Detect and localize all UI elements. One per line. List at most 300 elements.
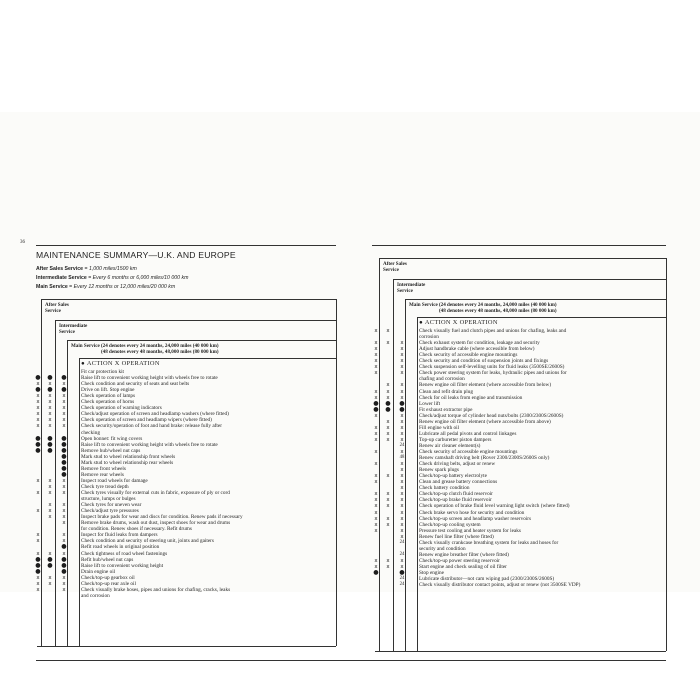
operation-x-icon: x [48, 423, 52, 430]
operation-x-icon: x [400, 503, 404, 510]
action-dot-icon: ● [61, 555, 67, 563]
operation-x-icon: x [62, 532, 66, 539]
task-text: Check operation of lamps [81, 393, 136, 400]
operation-x-icon: x [386, 340, 390, 347]
operation-x-icon: x [400, 515, 404, 522]
operation-x-icon: x [386, 436, 390, 443]
operation-x-icon: x [48, 405, 52, 412]
interval-number: 24 [399, 582, 405, 588]
action-dot-icon: ● [47, 561, 53, 569]
action-dot-icon: ● [61, 561, 67, 569]
task-text: Clean and refit drain plug [419, 388, 473, 395]
action-dot-icon: ● [35, 374, 41, 382]
task-text: Inspect brake pads for wear and discs for condition. Renew pads if necessary [81, 514, 243, 521]
operation-x-icon: x [48, 393, 52, 400]
header-line-text: Service [59, 329, 75, 335]
task-text: Check visually crankcase breathing system for leaks and hoses for [419, 539, 559, 546]
operation-x-icon: x [374, 527, 378, 534]
task-text: Start engine and check sealing of oil filter [419, 563, 507, 570]
action-dot-icon: ● [35, 446, 41, 454]
task-text: Check driving belts, adjust or renew [419, 461, 496, 468]
operation-x-icon: x [386, 382, 390, 389]
operation-x-icon: x [400, 467, 404, 474]
task-text: Lubricate distributor—not cam wiping pad (2300/2300S/2600S) [419, 576, 555, 583]
operation-x-icon: x [374, 461, 378, 468]
action-dot-icon: ● [61, 386, 67, 394]
task-text: Open bonnet: fit wing covers [81, 435, 143, 442]
action-dot-icon: ● [35, 567, 41, 575]
operation-x-icon: x [386, 424, 390, 431]
operation-x-icon: x [48, 490, 52, 496]
task-text: Renew camshaft driving belt (Rover 2300/2300S/2600S only) [419, 455, 550, 462]
task-text: Renew fuel line filter (where fitted) [419, 533, 494, 540]
header-line [379, 258, 666, 259]
operation-x-icon: x [400, 358, 404, 365]
operation-x-icon: x [400, 370, 404, 377]
header-intermediate [59, 323, 87, 335]
header-intermediate [397, 282, 425, 294]
task-text: Check/top-up clutch fluid reservoir [419, 491, 493, 498]
task-text: Renew air cleaner element(s) [419, 442, 481, 449]
operation-x-icon: x [36, 411, 40, 418]
header-line-text: Service [45, 308, 61, 314]
table-bottom-line [37, 646, 336, 647]
header-line [405, 299, 666, 300]
header-line [393, 279, 666, 280]
header-line [79, 358, 336, 359]
operation-x-icon: x [386, 328, 390, 334]
operation-x-icon: X [450, 319, 460, 326]
operation-x-icon: x [400, 418, 404, 425]
operation-x-icon: x [36, 381, 40, 388]
interval-value: Every 12 months or 12,000 miles/20 000 km [73, 284, 176, 290]
column-border-text [417, 317, 418, 651]
operation-x-icon: x [400, 521, 404, 528]
operation-x-icon: x [374, 328, 378, 334]
header-line-text: Intermediate [59, 323, 88, 329]
operation-x-icon: x [62, 405, 66, 412]
operation-x-icon: x [62, 483, 66, 490]
task-text: Raise lift to convenient working height with wheels free to rotate [81, 375, 218, 382]
task-text: Check visually brake hoses, pipes and unions for chafing, cracks, leaks [81, 586, 231, 593]
operation-x-icon: x [36, 586, 40, 593]
operation-x-icon: x [400, 473, 404, 480]
header-line [417, 317, 666, 318]
column-border-intermediate [55, 320, 56, 646]
operation-x-icon: x [374, 364, 378, 371]
operation-x-icon: x [48, 417, 52, 424]
operation-x-icon: x [374, 509, 378, 516]
action-dot-icon: ● [419, 319, 425, 326]
operation-x-icon: x [62, 490, 66, 496]
task-text: Raise lift to convenient working height with wheels free to rotate [81, 441, 218, 448]
task-text: Check exhaust system for condition, leakage and security [419, 340, 540, 347]
task-text: Check/top-up brake fluid reservoir [419, 497, 492, 504]
action-dot-icon: ● [61, 464, 67, 472]
header-line-text: Intermediate [397, 282, 426, 288]
task-text: Remove front wheels [81, 465, 126, 472]
task-text: security and condition [419, 545, 466, 552]
operation-x-icon: x [48, 502, 52, 509]
action-dot-icon: ● [61, 434, 67, 442]
operation-x-icon: x [48, 550, 52, 557]
operation-x-icon: x [48, 580, 52, 587]
table-right-border [666, 258, 667, 651]
task-text: Check/adjust torque of cylinder head nuts/bolts (2300/2300S/2600S) [419, 412, 564, 419]
operation-x-icon: x [48, 483, 52, 490]
task-text: Inspect for fluid leaks from dampers [81, 532, 158, 539]
task-text: Check for oil leaks from engine and transmission [419, 394, 523, 401]
interval-number: 24 [399, 442, 405, 448]
operation-x-icon: x [374, 557, 378, 564]
task-text: Check security/operation of foot and hand brake: release fully after [81, 423, 222, 430]
operation-x-icon: x [374, 430, 378, 437]
task-text: Check tyres for uneven wear [81, 502, 142, 509]
operation-x-icon: x [374, 346, 378, 353]
operation-x-icon: x [400, 346, 404, 353]
column-border-intermediate [393, 279, 394, 651]
task-text: Check/adjust operation of screen and headlamp washers (where fitted) [81, 411, 229, 418]
task-text: Raise lift to convenient working height [81, 562, 164, 569]
action-dot-icon: ● [61, 543, 67, 551]
operation-x-icon: x [386, 430, 390, 437]
interval-intermediate: Intermediate Service = Every 6 months or 6,000 miles/10 000 km [36, 275, 189, 281]
interval-label: After Sales Service [36, 266, 84, 272]
task-text: Check operation of horns [81, 399, 135, 406]
task-text: Check suspension self-levelling units for fluid leaks (3500SE/2600S) [419, 364, 565, 371]
operation-x-icon: x [386, 563, 390, 570]
operation-x-icon: x [36, 399, 40, 406]
operation-x-icon: x [62, 508, 66, 515]
task-text: chafing and corrosion [419, 376, 465, 383]
task-text: Check tightness of road wheel fastenings [81, 550, 168, 557]
header-line-text: Service [397, 288, 413, 294]
operation-x-icon: x [400, 563, 404, 570]
action-dot-icon: ● [373, 569, 379, 576]
operation-x-icon: x [36, 532, 40, 539]
task-text: for condition. Renew shoes if necessary. Refit drums [81, 526, 192, 533]
operation-x-icon: x [400, 436, 404, 443]
operation-x-icon: x [400, 352, 404, 359]
operation-x-icon: x [48, 574, 52, 581]
page-title: MAINTENANCE SUMMARY—U.K. AND EUROPE [36, 250, 236, 260]
operation-x-icon: x [374, 479, 378, 486]
operation-x-icon: x [62, 417, 66, 424]
header-line [41, 299, 336, 300]
operation-x-icon: x [400, 491, 404, 498]
operation-x-icon: x [400, 394, 404, 401]
operation-x-icon: x [386, 515, 390, 522]
task-text: Check tyre tread depth [81, 483, 129, 490]
operation-x-icon: x [374, 352, 378, 359]
task-text: Check operation of warning indicators [81, 405, 162, 412]
operation-x-icon: x [374, 521, 378, 528]
operation-x-icon: x [374, 491, 378, 498]
task-text: Top-up carburetter piston dampers [419, 436, 492, 443]
task-text: Adjust handbrake cable (where accessible from below) [419, 346, 535, 353]
page-number: 36 [20, 240, 25, 245]
task-text: Fit exhaust extractor pipe [419, 406, 473, 413]
task-text: Check power steering system for leaks, hydraulic pipes and unions for [419, 370, 567, 377]
interval-main: Main Service = Every 12 months or 12,000 miles/20 000 km [36, 284, 176, 290]
operation-x-icon: x [400, 424, 404, 431]
interval-number: 48 [399, 455, 405, 461]
operation-x-icon: x [374, 394, 378, 401]
operation-x-icon: x [374, 473, 378, 480]
task-text: Remove hub/wheel nut caps [81, 447, 141, 454]
table-bottom-line [375, 651, 666, 652]
task-text: Mark stud to wheel relationship front wheels [81, 453, 176, 460]
task-text: Check condition and security of steering unit, joints and gaiters [81, 538, 214, 545]
task-text: Refit road wheels in original position [81, 544, 160, 551]
operation-x-icon: x [400, 557, 404, 564]
task-text: Remove brake drums, wash out dust, inspect shoes for wear and drums [81, 520, 231, 527]
header-line-text: After Sales [383, 261, 407, 267]
header-line-text: Main Service (24 denotes every 24 months, 24,000 miles (40 000 km) [409, 302, 557, 308]
operation-x-icon: x [374, 370, 378, 377]
action-dot-icon: ● [399, 405, 405, 413]
action-dot-icon: ● [373, 399, 379, 407]
operation-x-icon: x [36, 550, 40, 557]
interval-number: 24 [399, 539, 405, 545]
task-text: Check battery condition [419, 485, 470, 492]
operation-x-icon: x [62, 423, 66, 430]
action-dot-icon: ● [399, 569, 405, 576]
operation-x-icon: x [400, 485, 404, 492]
task-text: Check visually distributor contact points, adjust or renew (not 3500SE VDP) [419, 582, 581, 589]
header-line [67, 340, 336, 341]
operation-x-icon: x [386, 497, 390, 504]
operation-x-icon: x [36, 538, 40, 545]
task-text: corrosion [419, 334, 439, 341]
operation-x-icon: x [62, 538, 66, 545]
operation-x-icon: x [400, 449, 404, 455]
task-text: Check brake servo hose for security and condition [419, 509, 525, 516]
action-dot-icon: ● [47, 555, 53, 563]
table-right-border [336, 299, 337, 646]
interval-label: Intermediate Service [36, 275, 87, 281]
task-text: Check security of accessible engine mountings [419, 449, 518, 455]
operation-x-icon: x [400, 430, 404, 437]
task-text: Pressure test cooling and heater system for leaks [419, 527, 521, 534]
task-text: Check visually fuel and clutch pipes and unions for chafing, leaks and [419, 328, 567, 334]
operation-x-icon: x [48, 411, 52, 418]
operation-x-icon: x [400, 461, 404, 468]
task-text: Check/top-up rear axle oil [81, 580, 136, 587]
action-dot-icon: ● [47, 374, 53, 382]
operation-x-icon: x [386, 388, 390, 395]
action-dot-icon: ● [47, 446, 53, 454]
task-text: Check/top-up cooling system [419, 521, 481, 528]
column-border-text [79, 358, 80, 646]
legend-key [419, 319, 498, 326]
operation-x-icon: x [62, 477, 66, 484]
operation-x-icon: x [400, 364, 404, 371]
operation-x-icon: x [400, 412, 404, 419]
operation-x-icon: x [400, 509, 404, 516]
column-border-after-sales [41, 299, 42, 646]
operation-x-icon: x [62, 580, 66, 587]
header-main-service [409, 302, 557, 314]
interval-number: 24 [399, 551, 405, 557]
interval-number: 24 [399, 576, 405, 582]
operation-x-icon: x [386, 503, 390, 510]
action-dot-icon: ● [373, 405, 379, 413]
task-text: Fit car protection kit [81, 369, 125, 375]
operation-x-icon: x [36, 508, 40, 515]
operation-x-icon: x [62, 574, 66, 581]
task-text: Lubricate all pedal pivots and control linkages [419, 430, 517, 437]
interval-after-sales: After Sales Service = 1,000 miles/1500 km [36, 266, 137, 272]
top-rule-right [372, 245, 666, 246]
task-text: Check/top-up power steering reservoir [419, 557, 500, 564]
operation-x-icon: x [62, 393, 66, 400]
operation-x-icon: x [36, 490, 40, 496]
operation-x-icon: x [62, 586, 66, 593]
operation-x-icon: x [374, 424, 378, 431]
operation-x-icon: x [374, 436, 378, 443]
operation-x-icon: x [386, 394, 390, 401]
task-text: Remove rear wheels [81, 471, 124, 478]
header-line [55, 320, 336, 321]
operation-x-icon: x [400, 382, 404, 389]
action-dot-icon: ● [61, 446, 67, 454]
operation-x-icon: x [62, 411, 66, 418]
task-text: Check operation of screen and headlamp wipers (where fitted) [81, 417, 212, 424]
operation-x-icon: x [386, 473, 390, 480]
operation-x-icon: x [374, 563, 378, 570]
operation-x-icon: x [48, 514, 52, 521]
operation-x-icon: x [36, 574, 40, 581]
task-text: Check condition and security of seats and seat belts [81, 381, 190, 388]
action-dot-icon: ● [385, 405, 391, 413]
operation-x-icon: x [386, 491, 390, 498]
action-dot-icon: ● [385, 399, 391, 407]
task-text: Drive on lift. Stop engine [81, 387, 135, 394]
task-text: Check security of accessible engine mountings [419, 352, 518, 359]
operation-x-icon: x [36, 417, 40, 424]
header-line-text: Main Service (24 denotes every 24 months, 24,000 miles (40 000 km) [71, 343, 219, 349]
operation-x-icon: x [374, 515, 378, 522]
action-dot-icon: ● [399, 399, 405, 407]
operation-x-icon: x [62, 381, 66, 388]
task-text: and corrosion [81, 592, 110, 599]
header-after-sales [383, 261, 407, 273]
legend-action-label: ACTION [86, 360, 113, 367]
operation-x-icon: x [374, 497, 378, 504]
operation-x-icon: x [374, 358, 378, 365]
legend-key [81, 360, 160, 367]
task-text: Renew engine oil filter element (where accessible from below) [419, 382, 552, 389]
manual-page [0, 112, 700, 599]
operation-x-icon: x [386, 521, 390, 528]
bottom-rule [36, 660, 666, 661]
operation-x-icon: x [36, 393, 40, 400]
operation-x-icon: x [400, 497, 404, 504]
operation-x-icon: x [400, 340, 404, 347]
action-dot-icon: ● [35, 434, 41, 442]
interval-label: Main Service [36, 284, 68, 290]
task-text: structure, lumps or bulges [81, 496, 136, 503]
operation-x-icon: x [48, 381, 52, 388]
task-text: Stop engine [419, 570, 444, 576]
header-line-text: Service [383, 267, 399, 273]
operation-x-icon: x [62, 399, 66, 406]
action-dot-icon: ● [35, 555, 41, 563]
task-text: Check operation of brake fluid level warning light switch (where fitted) [419, 503, 570, 510]
legend-operation-label: OPERATION [121, 360, 160, 367]
action-dot-icon: ● [47, 440, 53, 448]
operation-x-icon: x [62, 514, 66, 521]
task-text: Renew spark plugs [419, 467, 459, 474]
header-main-service [71, 343, 219, 355]
task-text: Clean and grease battery connections [419, 479, 498, 486]
task-text: Lower lift [419, 400, 441, 407]
header-line-text: (48 denotes every 48 months, 48,000 miles (80 000 km) [100, 349, 219, 355]
task-text: Check/top-up battery electrolyte [419, 473, 487, 480]
action-dot-icon: ● [61, 458, 67, 466]
interval-value: Every 6 months or 6,000 miles/10 000 km [92, 275, 189, 281]
task-text: Check security and condition of suspension joints and fixings [419, 358, 549, 365]
action-dot-icon: ● [61, 470, 67, 478]
operation-x-icon: x [400, 388, 404, 395]
operation-x-icon: x [386, 557, 390, 564]
operation-x-icon: x [36, 580, 40, 587]
action-dot-icon: ● [47, 434, 53, 442]
task-text: checking [81, 429, 100, 436]
operation-x-icon: x [374, 340, 378, 347]
operation-x-icon: x [48, 477, 52, 484]
task-text: Fill engine with oil [419, 424, 460, 431]
operation-x-icon: X [112, 360, 122, 367]
action-dot-icon: ● [61, 452, 67, 460]
operation-x-icon: x [62, 520, 66, 527]
action-dot-icon: ● [61, 567, 67, 575]
operation-x-icon: x [62, 550, 66, 557]
action-dot-icon: ● [35, 561, 41, 569]
action-dot-icon: ● [47, 386, 53, 394]
task-text: Refit hub/wheel nut caps [81, 556, 134, 563]
action-dot-icon: ● [61, 440, 67, 448]
operation-x-icon: x [374, 388, 378, 395]
action-dot-icon: ● [81, 360, 87, 367]
operation-x-icon: x [374, 503, 378, 510]
task-text: Inspect road wheels for damage [81, 477, 148, 484]
operation-x-icon: x [48, 399, 52, 406]
operation-x-icon: x [36, 405, 40, 412]
task-text: Renew engine oil filter element (where accessible from above) [419, 418, 551, 425]
task-text: Check/top-up screen and headlamp washer reservoirs [419, 515, 532, 522]
operation-x-icon: x [400, 527, 404, 534]
operation-x-icon: x [62, 502, 66, 509]
operation-x-icon: x [374, 449, 378, 455]
task-text: Check/adjust tyre pressures [81, 508, 139, 515]
operation-x-icon: x [374, 412, 378, 419]
operation-x-icon: x [36, 423, 40, 430]
interval-value: 1,000 miles/1500 km [88, 266, 137, 272]
action-dot-icon: ● [35, 440, 41, 448]
task-text: Check/top-up gearbox oil [81, 574, 135, 581]
operation-x-icon: x [48, 508, 52, 515]
task-text: Drain engine oil [81, 568, 116, 575]
task-text: Check tyres visually for external cuts in fabric, exposure of ply or cord [81, 490, 230, 496]
action-dot-icon: ● [61, 374, 67, 382]
header-line-text: (48 denotes every 48 months, 48,000 miles (80 000 km) [438, 308, 557, 314]
operation-x-icon: x [36, 477, 40, 484]
header-after-sales [45, 302, 69, 314]
header-line-text: After Sales [45, 302, 69, 308]
top-rule-left [36, 245, 336, 246]
